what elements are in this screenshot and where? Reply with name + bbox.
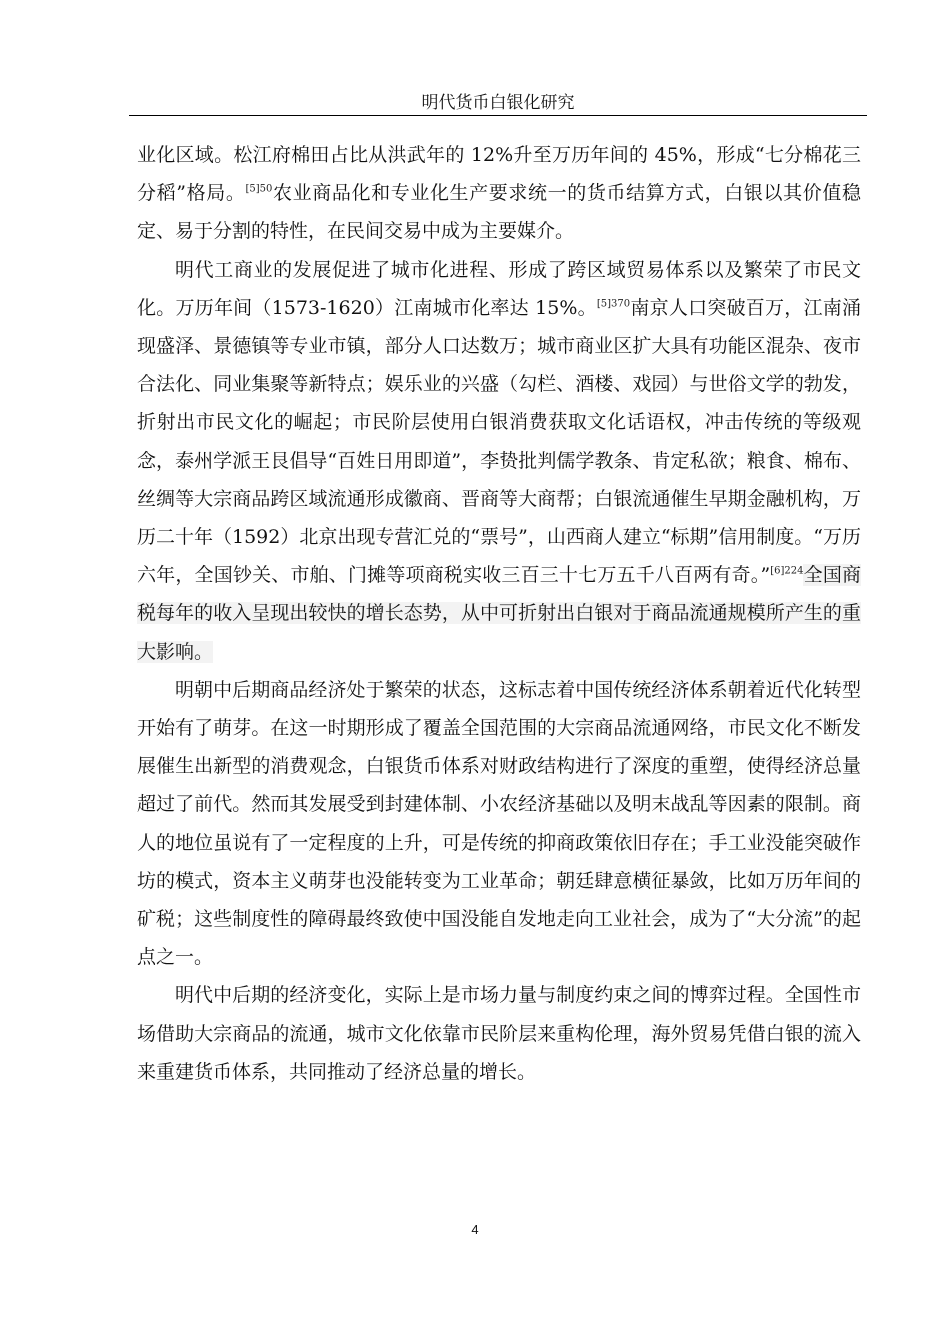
text-run: 全国商税每年的收入呈现出较快的增长态势，从中可折射出白银对于商品流通规模所产生的重大影响。 (137, 564, 861, 663)
header-rule (129, 115, 867, 116)
paragraph-continued (137, 136, 861, 251)
text-run: 明代工商业的发展促进了城市化进程、形成了跨区域贸易体系以及繁荣了市民文化。万历年间（1573-1620）江南城市化率达 15%。 (137, 258, 861, 319)
body-text (137, 136, 861, 1091)
text-run: 明代中后期的经济变化，实际上是市场力量与制度约束之间的博弈过程。全国性市场借助大宗商品的流通，城市文化依靠市民阶层来重构伦理，海外贸易凭借白银的流入来重建货币体系，共同推动了经济总量的增长。 (137, 984, 861, 1083)
running-header: 明代货币白银化研究 (421, 93, 575, 113)
page-number: 4 (471, 1222, 479, 1237)
citation: [5]50 (245, 183, 273, 195)
paragraph (137, 251, 861, 671)
paragraph (137, 976, 861, 1091)
text-run: 业化区域。松江府棉田占比从洪武年的 12%升至万历年间的 45%，形成“七分棉花三分稻”格局。 (137, 144, 861, 205)
text-run: 农业商品化和专业化生产要求统一的货币结算方式，白银以其价值稳定、易于分割的特性，在民间交易中成为主要媒介。 (137, 182, 861, 243)
paragraph (137, 671, 861, 977)
text-run: 明朝中后期商品经济处于繁荣的状态，这标志着中国传统经济体系朝着近代化转型开始有了萌芽。在这一时期形成了覆盖全国范围的大宗商品流通网络，市民文化不断发展催生出新型的消费观念，白银货币体系对财政结构进行了深度的重塑，使得经济总量超过了前代。然而其发展受到封建体制、小农经济基础以及明末战乱等因素的限制。商人的地位虽说有了一定程度的上升，可是传统的抑商政策依旧存在；手工业没能突破作坊的模式，资本主义萌芽也没能转变为工业革命；朝廷肆意横征暴敛，比如万历年间的矿税；这些制度性的障碍最终致使中国没能自发地走向工业社会，成为了“大分流”的起点之一。 (137, 678, 861, 969)
citation: [6]224 (770, 565, 804, 577)
text-run: 南京人口突破百万，江南涌现盛泽、景德镇等专业市镇，部分人口达数万；城市商业区扩大具有功能区混杂、夜市合法化、同业集聚等新特点；娱乐业的兴盛（勾栏、酒楼、戏园）与世俗文学的勃发，折射出市民文化的崛起；市民阶层使用白银消费获取文化话语权，冲击传统的等级观念，泰州学派王艮倡导“百姓日用即道”，李贽批判儒学教条、肯定私欲；粮食、棉布、丝绸等大宗商品跨区域流通形成徽商、晋商等大商帮；白银流通催生早期金融机构，万历二十年（1592）北京出现专营汇兑的“票号”，山西商人建立“标期”信用制度。“万历六年，全国钞关、市舶、门摊等项商税实收三百三十七万五千八百两有奇。” (137, 296, 861, 587)
citation: [5]370 (596, 298, 631, 310)
